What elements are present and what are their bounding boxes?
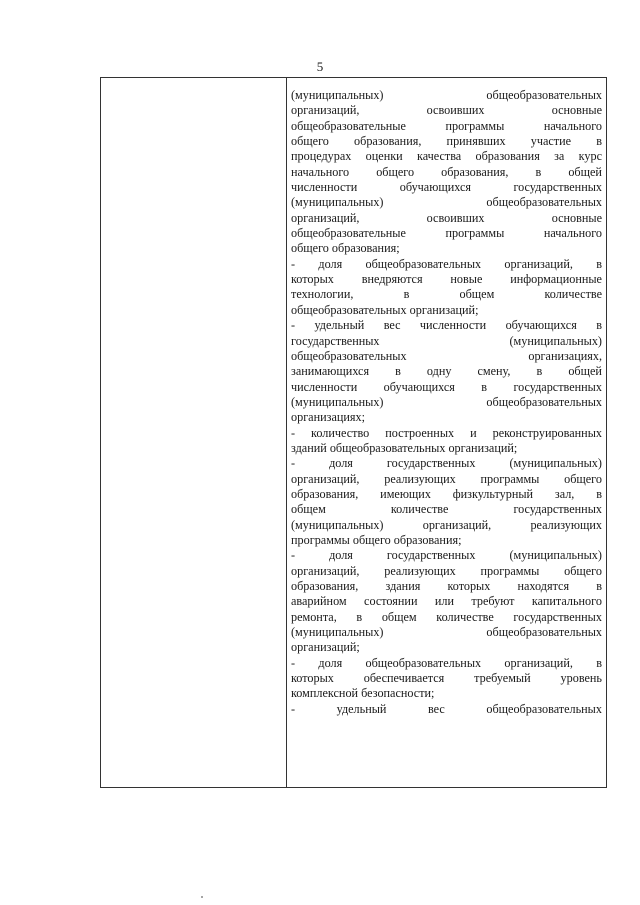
text-word: требуют — [471, 594, 515, 609]
text-line — [291, 686, 602, 701]
text-line — [291, 364, 602, 379]
text-line — [291, 441, 602, 456]
text-word: в — [596, 486, 602, 501]
text-word: обучающихся — [505, 318, 577, 333]
text-word: освоивших — [426, 210, 485, 225]
text-word: начального — [543, 226, 602, 241]
text-line — [291, 334, 602, 349]
text-word: состоянии — [364, 594, 418, 609]
text-line — [291, 380, 602, 395]
text-word: общего — [564, 471, 602, 486]
text-line — [291, 487, 602, 502]
text-word: количестве — [436, 609, 494, 624]
text-word: ремонта, — [291, 609, 337, 624]
text-word: общего — [564, 563, 602, 578]
text-word: - — [291, 701, 296, 716]
text-word: численности — [291, 379, 358, 394]
text-word: общеобразовательных — [486, 195, 602, 210]
text-line — [291, 180, 602, 195]
text-word: комплексной безопасности; — [291, 686, 435, 701]
text-word: принявших — [446, 134, 506, 149]
text-word: организациях; — [291, 410, 365, 425]
text-word: общеобразовательных организаций; — [291, 302, 479, 317]
text-line — [291, 456, 602, 471]
text-line — [291, 103, 602, 118]
text-word: образования — [475, 149, 540, 164]
text-word: обучающихся — [383, 379, 455, 394]
text-line — [291, 349, 602, 364]
text-word: государственных — [386, 548, 476, 563]
text-word: общем — [381, 609, 417, 624]
text-word: доля — [329, 456, 353, 471]
text-word: зал, — [554, 486, 575, 501]
text-word: технологии, — [291, 287, 354, 302]
text-word: вес — [383, 318, 401, 333]
text-word: уровень — [560, 671, 602, 686]
text-word: удельный — [336, 701, 387, 716]
text-word: общего образования; — [291, 241, 400, 256]
text-word: в — [596, 318, 602, 333]
text-word: в — [356, 609, 363, 624]
text-word: общеобразовательных — [486, 394, 602, 409]
text-line — [291, 640, 602, 655]
text-word: численности — [291, 180, 358, 195]
text-line — [291, 502, 602, 517]
text-word: общей — [568, 164, 602, 179]
text-word: реализующих — [384, 563, 456, 578]
page-number: 5 — [316, 59, 324, 74]
text-line — [291, 287, 602, 302]
scan-speck — [201, 896, 203, 898]
text-word: находятся — [517, 579, 570, 593]
text-line — [291, 134, 602, 149]
text-line — [291, 656, 602, 671]
text-word: (муниципальных) — [509, 333, 602, 348]
text-word: - — [291, 655, 296, 670]
text-word: капитального — [531, 594, 602, 609]
text-word: образования, — [354, 134, 422, 149]
text-word: общем — [459, 287, 495, 302]
text-word: реконструированных — [492, 425, 602, 440]
text-word: в — [596, 256, 602, 271]
text-word: (муниципальных) — [509, 548, 602, 563]
text-line — [291, 88, 602, 103]
text-word: одну — [426, 364, 452, 379]
text-word: основные — [551, 210, 602, 225]
text-word: доля — [318, 655, 343, 670]
text-word: количестве — [390, 502, 449, 517]
text-word: государственных — [291, 333, 380, 348]
text-word: аварийном — [291, 594, 347, 609]
text-line — [291, 257, 602, 272]
column-divider — [286, 78, 287, 787]
text-word: занимающихся — [291, 364, 370, 379]
text-word: освоивших — [426, 103, 485, 118]
text-word: реализующих — [384, 471, 456, 486]
text-word: организаций; — [291, 640, 360, 655]
text-line — [291, 272, 602, 287]
document-table — [100, 77, 607, 788]
text-line — [291, 410, 602, 425]
text-line — [291, 149, 602, 164]
text-line — [291, 610, 602, 625]
text-line — [291, 625, 602, 640]
text-word: - — [291, 256, 296, 271]
text-word: программы — [445, 226, 505, 241]
text-word: организаций, — [504, 256, 573, 271]
text-word: информационные — [510, 272, 602, 287]
text-word: здания — [385, 579, 421, 593]
text-word: (муниципальных) — [291, 394, 384, 409]
text-line — [291, 472, 602, 487]
text-word: - — [291, 456, 296, 471]
text-word: численности — [419, 318, 487, 333]
text-word: в — [596, 579, 602, 593]
text-word: общеобразовательных — [291, 348, 407, 363]
text-word: организаций, — [291, 563, 360, 578]
text-line — [291, 318, 602, 333]
text-word: обучающихся — [399, 180, 471, 195]
text-word: начального — [291, 164, 350, 179]
text-word: или — [434, 594, 454, 609]
text-word: в — [481, 379, 488, 394]
text-word: участие — [530, 134, 572, 149]
text-word: организаций, — [291, 103, 360, 118]
text-word: (муниципальных) — [291, 195, 384, 210]
text-line — [291, 426, 602, 441]
text-word: количестве — [544, 287, 602, 302]
text-line — [291, 702, 602, 717]
text-word: построенных — [385, 425, 455, 440]
text-word: и — [470, 425, 477, 440]
text-word: государственных — [513, 502, 602, 517]
text-word: обеспечивается — [363, 671, 445, 686]
text-word: которых — [291, 272, 334, 287]
text-word: организаций, — [291, 210, 360, 225]
text-word: новые — [450, 272, 483, 287]
text-word: образования, — [291, 486, 359, 501]
text-word: качества — [416, 149, 462, 164]
text-word: общего — [291, 134, 329, 149]
text-word: реализующих — [530, 517, 602, 532]
text-word: в — [535, 164, 542, 179]
text-word: программы — [445, 118, 505, 133]
text-word: начального — [543, 118, 602, 133]
text-line — [291, 395, 602, 410]
text-word: (муниципальных) — [509, 456, 602, 471]
text-word: общеобразовательные — [291, 118, 406, 133]
text-word: (муниципальных) — [291, 517, 384, 532]
text-line — [291, 594, 602, 609]
text-line — [291, 548, 602, 563]
text-word: общеобразовательных — [486, 88, 602, 102]
text-word: программы — [480, 563, 540, 578]
text-word: общеобразовательных — [486, 625, 602, 640]
text-word: имеющих — [380, 486, 431, 501]
text-word: физкультурный — [452, 486, 534, 501]
text-word: общеобразовательных — [365, 655, 482, 670]
text-word: за — [554, 149, 565, 164]
text-word: удельный — [314, 318, 365, 333]
text-word: в — [596, 134, 602, 149]
text-word: оценки — [365, 149, 403, 164]
text-word: образования, — [291, 579, 359, 593]
text-word: в — [395, 364, 401, 379]
text-line — [291, 241, 602, 256]
text-word: государственных — [513, 379, 602, 394]
text-word: основные — [551, 103, 602, 118]
text-word: организациях, — [528, 348, 602, 363]
text-word: программы общего образования; — [291, 532, 462, 547]
text-word: общего — [376, 164, 415, 179]
text-word: доля — [318, 256, 343, 271]
text-word: программы — [480, 471, 540, 486]
text-line — [291, 579, 602, 594]
table-left-cell — [101, 78, 286, 787]
text-word: образования, — [441, 164, 509, 179]
text-word: организаций, — [291, 471, 360, 486]
text-word: зданий общеобразовательных организаций; — [291, 440, 518, 455]
text-word: в — [403, 287, 410, 302]
text-word: - — [291, 425, 296, 440]
text-line — [291, 226, 602, 241]
text-line — [291, 671, 602, 686]
text-line — [291, 518, 602, 533]
text-word: государственных — [386, 456, 476, 471]
text-word: - — [291, 318, 296, 333]
text-word: общеобразовательных — [486, 701, 602, 716]
text-line — [291, 211, 602, 226]
text-line — [291, 533, 602, 548]
text-word: общеобразовательных — [365, 256, 482, 271]
text-word: смену, — [477, 364, 511, 379]
text-word: организаций, — [422, 517, 492, 532]
text-word: (муниципальных) — [291, 88, 384, 102]
text-word: внедряются — [361, 272, 423, 287]
text-word: - — [291, 548, 296, 563]
text-line — [291, 564, 602, 579]
text-word: вес — [428, 701, 445, 716]
text-line — [291, 119, 602, 134]
text-word: требуемый — [474, 671, 531, 686]
text-word: общей — [568, 364, 602, 379]
text-word: которых — [291, 671, 334, 686]
text-word: общеобразовательные — [291, 226, 406, 241]
text-word: количество — [311, 425, 370, 440]
text-word: курс — [578, 149, 602, 164]
text-line — [291, 303, 602, 318]
text-word: государственных — [513, 180, 602, 195]
text-line — [291, 165, 602, 180]
text-word: в — [536, 364, 543, 379]
table-right-cell — [291, 88, 602, 717]
text-word: государственных — [513, 609, 602, 624]
text-word: в — [596, 655, 602, 670]
text-word: (муниципальных) — [291, 625, 384, 640]
text-word: которых — [447, 579, 491, 593]
text-word: доля — [329, 548, 353, 563]
text-line — [291, 195, 602, 210]
text-word: организаций, — [504, 655, 573, 670]
text-word: общем — [291, 502, 326, 517]
text-word: процедурах — [291, 149, 352, 164]
